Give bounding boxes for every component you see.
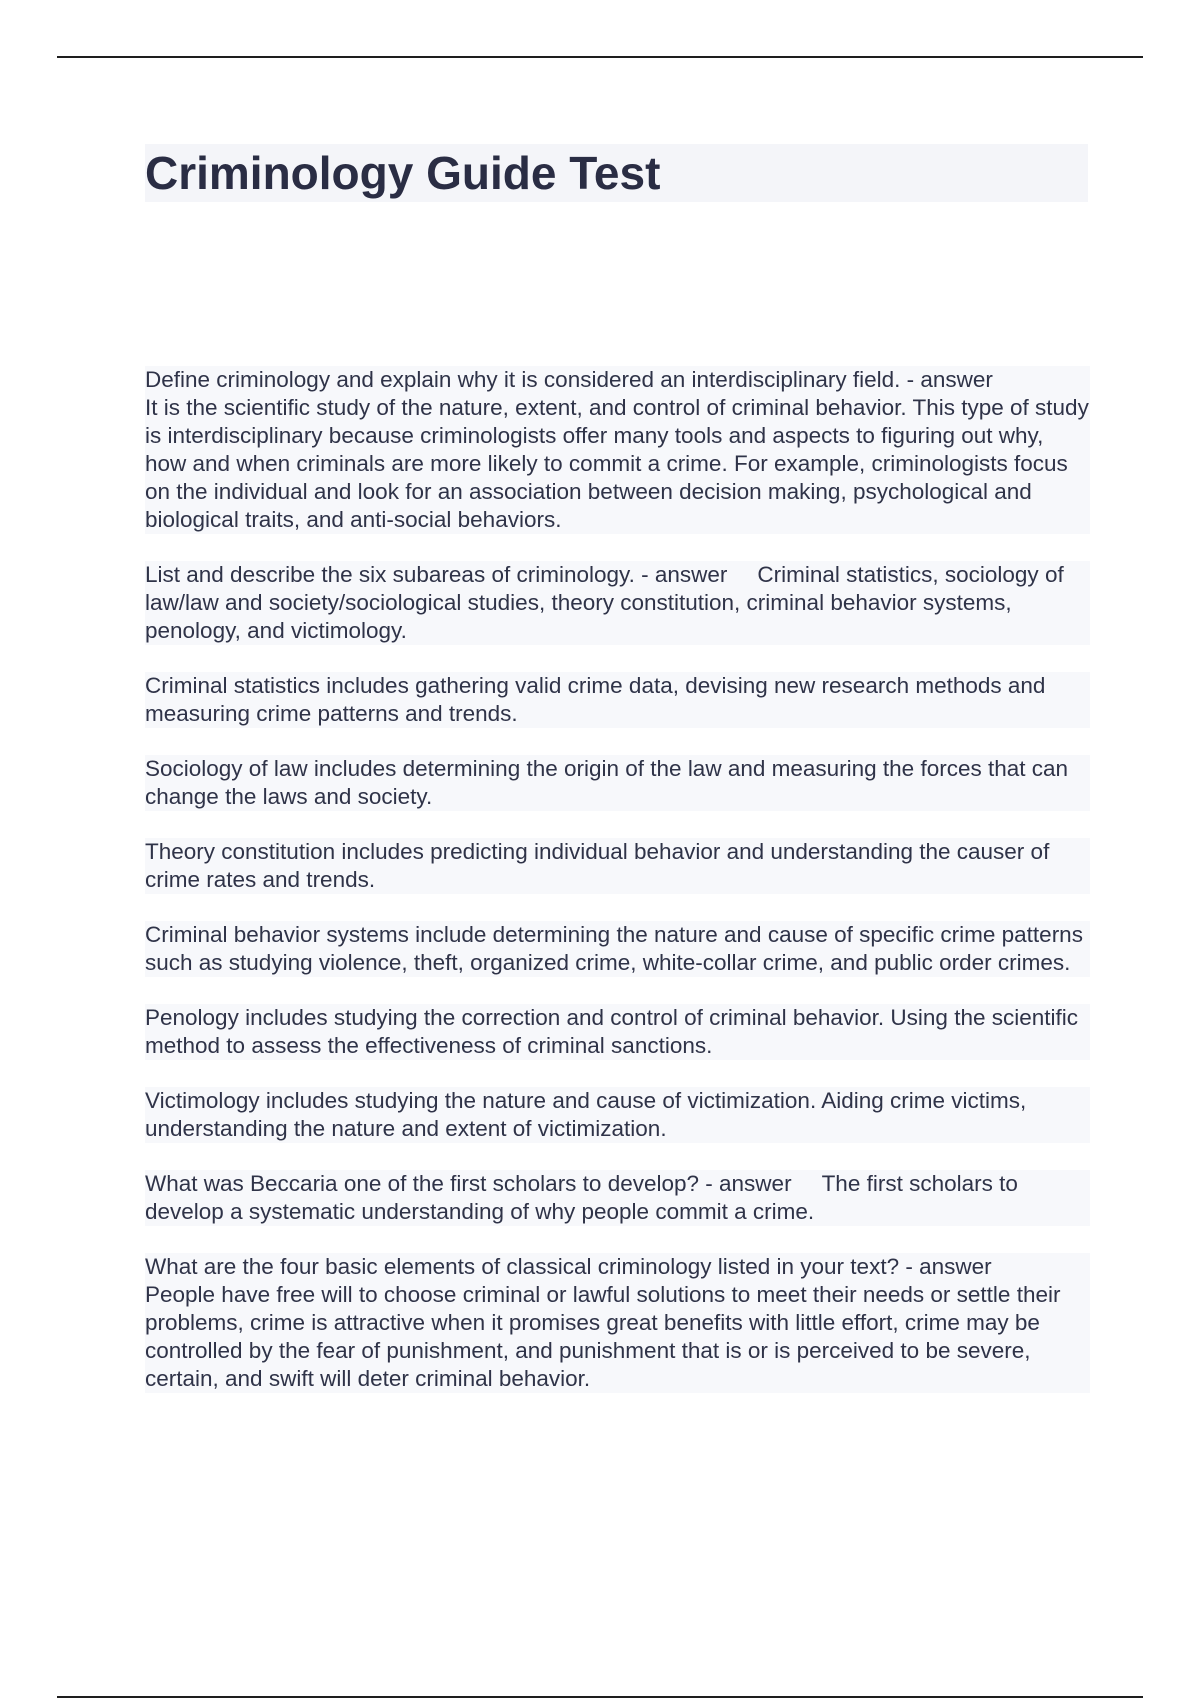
qa-paragraph: [145, 561, 1090, 645]
answer-text: It is the scientific study of the nature, extent, and control of criminal behavior. This type of study is interdisciplinary because criminologists offer many tools and aspects to figuring out why, how and when criminals are more likely to commit a crime. For example, criminologists focus on the individual and look for an association between decision making, psychological and biological traits, and anti-social behaviors.: [145, 395, 1089, 532]
qa-paragraph: [145, 366, 1090, 534]
question-text: What are the four basic elements of classical criminology listed in your text? - answer: [145, 1254, 992, 1279]
qa-paragraph: [145, 1170, 1090, 1226]
footer-rule: [57, 1696, 1143, 1698]
text-paragraph: Sociology of law includes determining the origin of the law and measuring the forces that can change the laws and society.: [145, 755, 1090, 811]
answer-text: The first scholars to develop a systematic understanding of why people commit a crime.: [145, 1171, 1018, 1224]
document-body: [145, 366, 1090, 1420]
text-paragraph: Criminal behavior systems include determining the nature and cause of specific crime patterns such as studying violence, theft, organized crime, white-collar crime, and public order crimes.: [145, 921, 1090, 977]
question-text: List and describe the six subareas of criminology. - answer: [145, 562, 728, 587]
answer-text: Criminal statistics, sociology of law/law and society/sociological studies, theory constitution, criminal behavior systems, penology, and victimology.: [145, 562, 1064, 643]
answer-text: People have free will to choose criminal or lawful solutions to meet their needs or settle their problems, crime is attractive when it promises great benefits with little effort, crime may be controlled by the fear of punishment, and punishment that is or is perceived to be severe, certain, and swift will deter criminal behavior.: [145, 1282, 1061, 1391]
text-paragraph: Victimology includes studying the nature and cause of victimization. Aiding crime victims, understanding the nature and extent of victimization.: [145, 1087, 1090, 1143]
question-text: Define criminology and explain why it is considered an interdisciplinary field. - answer: [145, 367, 993, 392]
header-rule: [57, 56, 1143, 58]
text-paragraph: Penology includes studying the correction and control of criminal behavior. Using the scientific method to assess the effectiveness of criminal sanctions.: [145, 1004, 1090, 1060]
qa-paragraph: [145, 1253, 1090, 1393]
question-text: What was Beccaria one of the first scholars to develop? - answer: [145, 1171, 792, 1196]
text-paragraph: Theory constitution includes predicting individual behavior and understanding the causer of crime rates and trends.: [145, 838, 1090, 894]
text-paragraph: Criminal statistics includes gathering valid crime data, devising new research methods and measuring crime patterns and trends.: [145, 672, 1090, 728]
page-title: Criminology Guide Test: [145, 147, 661, 199]
